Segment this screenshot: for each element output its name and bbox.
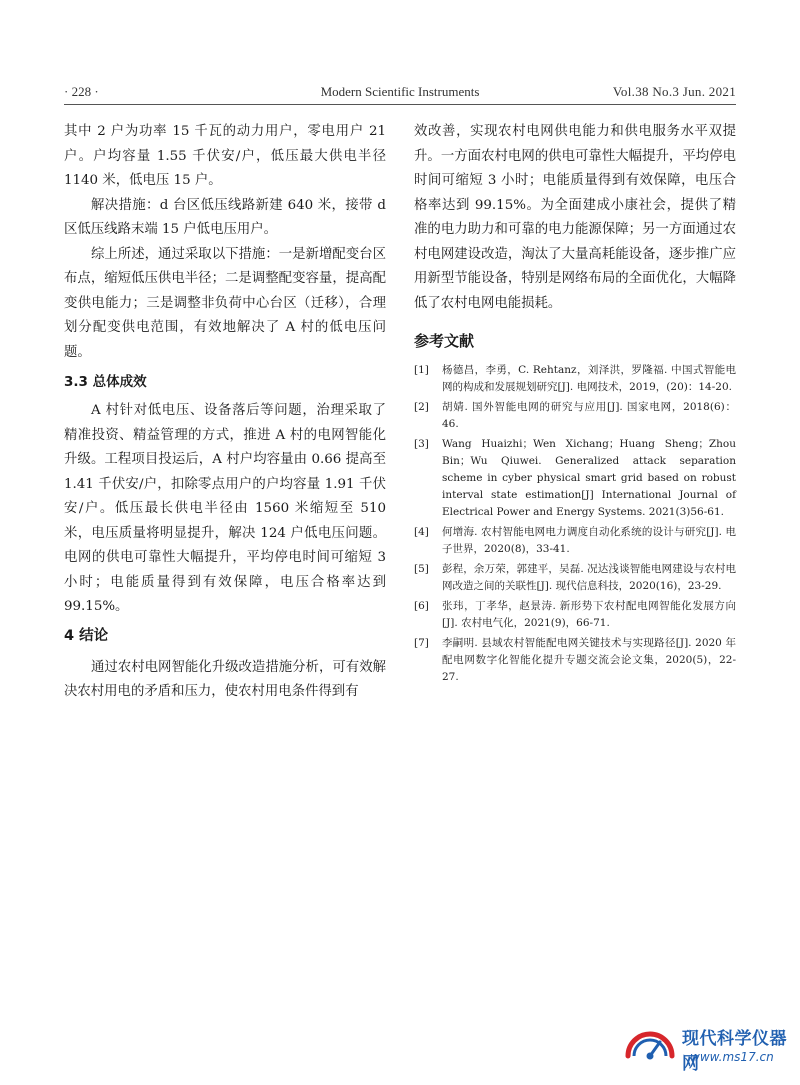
reference-number: [1] [414, 364, 429, 376]
reference-number: [7] [414, 637, 429, 649]
reference-number: [3] [414, 438, 429, 450]
references-heading: 参考文献 [414, 332, 475, 350]
reference-text: 胡婧. 国外智能电网的研究与应用[J]. 国家电网，2018(6)：46. [442, 401, 736, 430]
running-header [64, 84, 736, 102]
reference-text: 何增海. 农村智能电网电力调度自动化系统的设计与研究[J]. 电子世界，2020(8)，33-41. [442, 526, 736, 555]
reference-text: 张玮，丁孝华，赵景涛. 新形势下农村配电网智能化发展方向[J]. 农村电气化，2021(9)，66-71. [442, 600, 736, 629]
watermark-logo[interactable] [620, 1018, 795, 1074]
reference-item [414, 524, 736, 558]
journal-name: Modern Scientific Instruments [320, 84, 480, 99]
header-rule [64, 104, 736, 105]
section-heading-4: 4 结论 [64, 627, 109, 644]
right-column [414, 120, 736, 689]
reference-text: Wang Huaizhi；Wen Xichang；Huang Sheng；Zhou Bin；Wu Qiuwei. Generalized attack separation scheme in cyber physical smart grid based on robust interval state estimation[J] International Journal of Electrical Power and Energy Systems. 2021(3)56-61. [442, 438, 736, 518]
reference-text: 李嗣明. 县域农村智能配电网关键技术与实现路径[J]. 2020 年配电网数字化智能化提升专题交流会论文集，2020(5)，22-27. [442, 637, 736, 683]
reference-number: [6] [414, 600, 429, 612]
reference-item [414, 635, 736, 686]
reference-item [414, 598, 736, 632]
watermark-url: www.ms17.cn [690, 1050, 774, 1064]
paragraph: A 村针对低电压、设备落后等问题，治理采取了精准投资、精益管理的方式，推进 A 村的电网智能化升级。工程项目投运后，A 村户均容量由 0.66 提高至 1.41 千伏安/户，扣除零点用户的户均容量 1.91 千伏安/户。低压最长供电半径由 1560 米缩短至 510 米，电压质量将明显提升，解决 124 户低电压问题。电网的供电可靠性大幅提升，平均停电时间可缩短 3 小时；电能质量得到有效保障，电压合格率达到 99.15%。 [64, 403, 386, 614]
paragraph: 其中 2 户为功率 15 千瓦的动力用户，零电用户 21 户。户均容量 1.55 千伏安/户，低压最大供电半径 1140 米，低电压 15 户。 [64, 124, 386, 188]
paragraph: 综上所述，通过采取以下措施：一是新增配变台区布点，缩短低压供电半径；二是调整配变容量，提高配变供电能力；三是调整非负荷中心台区（迁移），合理划分配变供电范围，有效地解决了 A 村的低电压问题。 [64, 246, 386, 360]
reference-text: 彭程，余万荣，郭建平，吴磊. 况达浅谈智能电网建设与农村电网改造之间的关联性[J]. 现代信息科技，2020(16)，23-29. [442, 563, 736, 592]
reference-text: 杨德昌，李勇，C. Rehtanz，刘泽洪，罗隆福. 中国式智能电网的构成和发展规划研究[J]. 电网技术，2019，(20)：14-20. [442, 364, 736, 393]
reference-number: [5] [414, 563, 429, 575]
paragraph: 解决措施：d 台区低压线路新建 640 米，接带 d 区低压线路末端 15 户低电压用户。 [64, 197, 386, 237]
volume-info: Vol.38 No.3 Jun. 2021 [612, 84, 736, 99]
gauge-icon [620, 1018, 680, 1074]
reference-number: [4] [414, 526, 429, 538]
watermark-title: 现代科学仪器网 [682, 1029, 787, 1074]
paragraph: 通过农村电网智能化升级改造措施分析，可有效解决农村用电的矛盾和压力，使农村用电条件得到有 [64, 659, 386, 699]
paragraph: 效改善，实现农村电网供电能力和供电服务水平双提升。一方面农村电网的供电可靠性大幅提升，平均停电时间可缩短 3 小时；电能质量得到有效保障，电压合格率达到 99.15%。为全面建成小康社会，提供了精准的电力助力和可靠的电力能源保障；另一方面通过农村电网建设改造，淘汰了大量高耗能设备，逐步推广应用新型节能设备，特别是网络布局的全面优化，大幅降低了农村电网电能损耗。 [414, 124, 736, 311]
reference-list [414, 362, 736, 686]
left-column [64, 120, 386, 705]
reference-number: [2] [414, 401, 429, 413]
reference-item [414, 436, 736, 521]
page-number: · 228 · [64, 84, 99, 99]
section-heading-3-3: 3.3 总体成效 [64, 374, 147, 390]
reference-item [414, 399, 736, 433]
reference-item [414, 362, 736, 396]
reference-item [414, 561, 736, 595]
